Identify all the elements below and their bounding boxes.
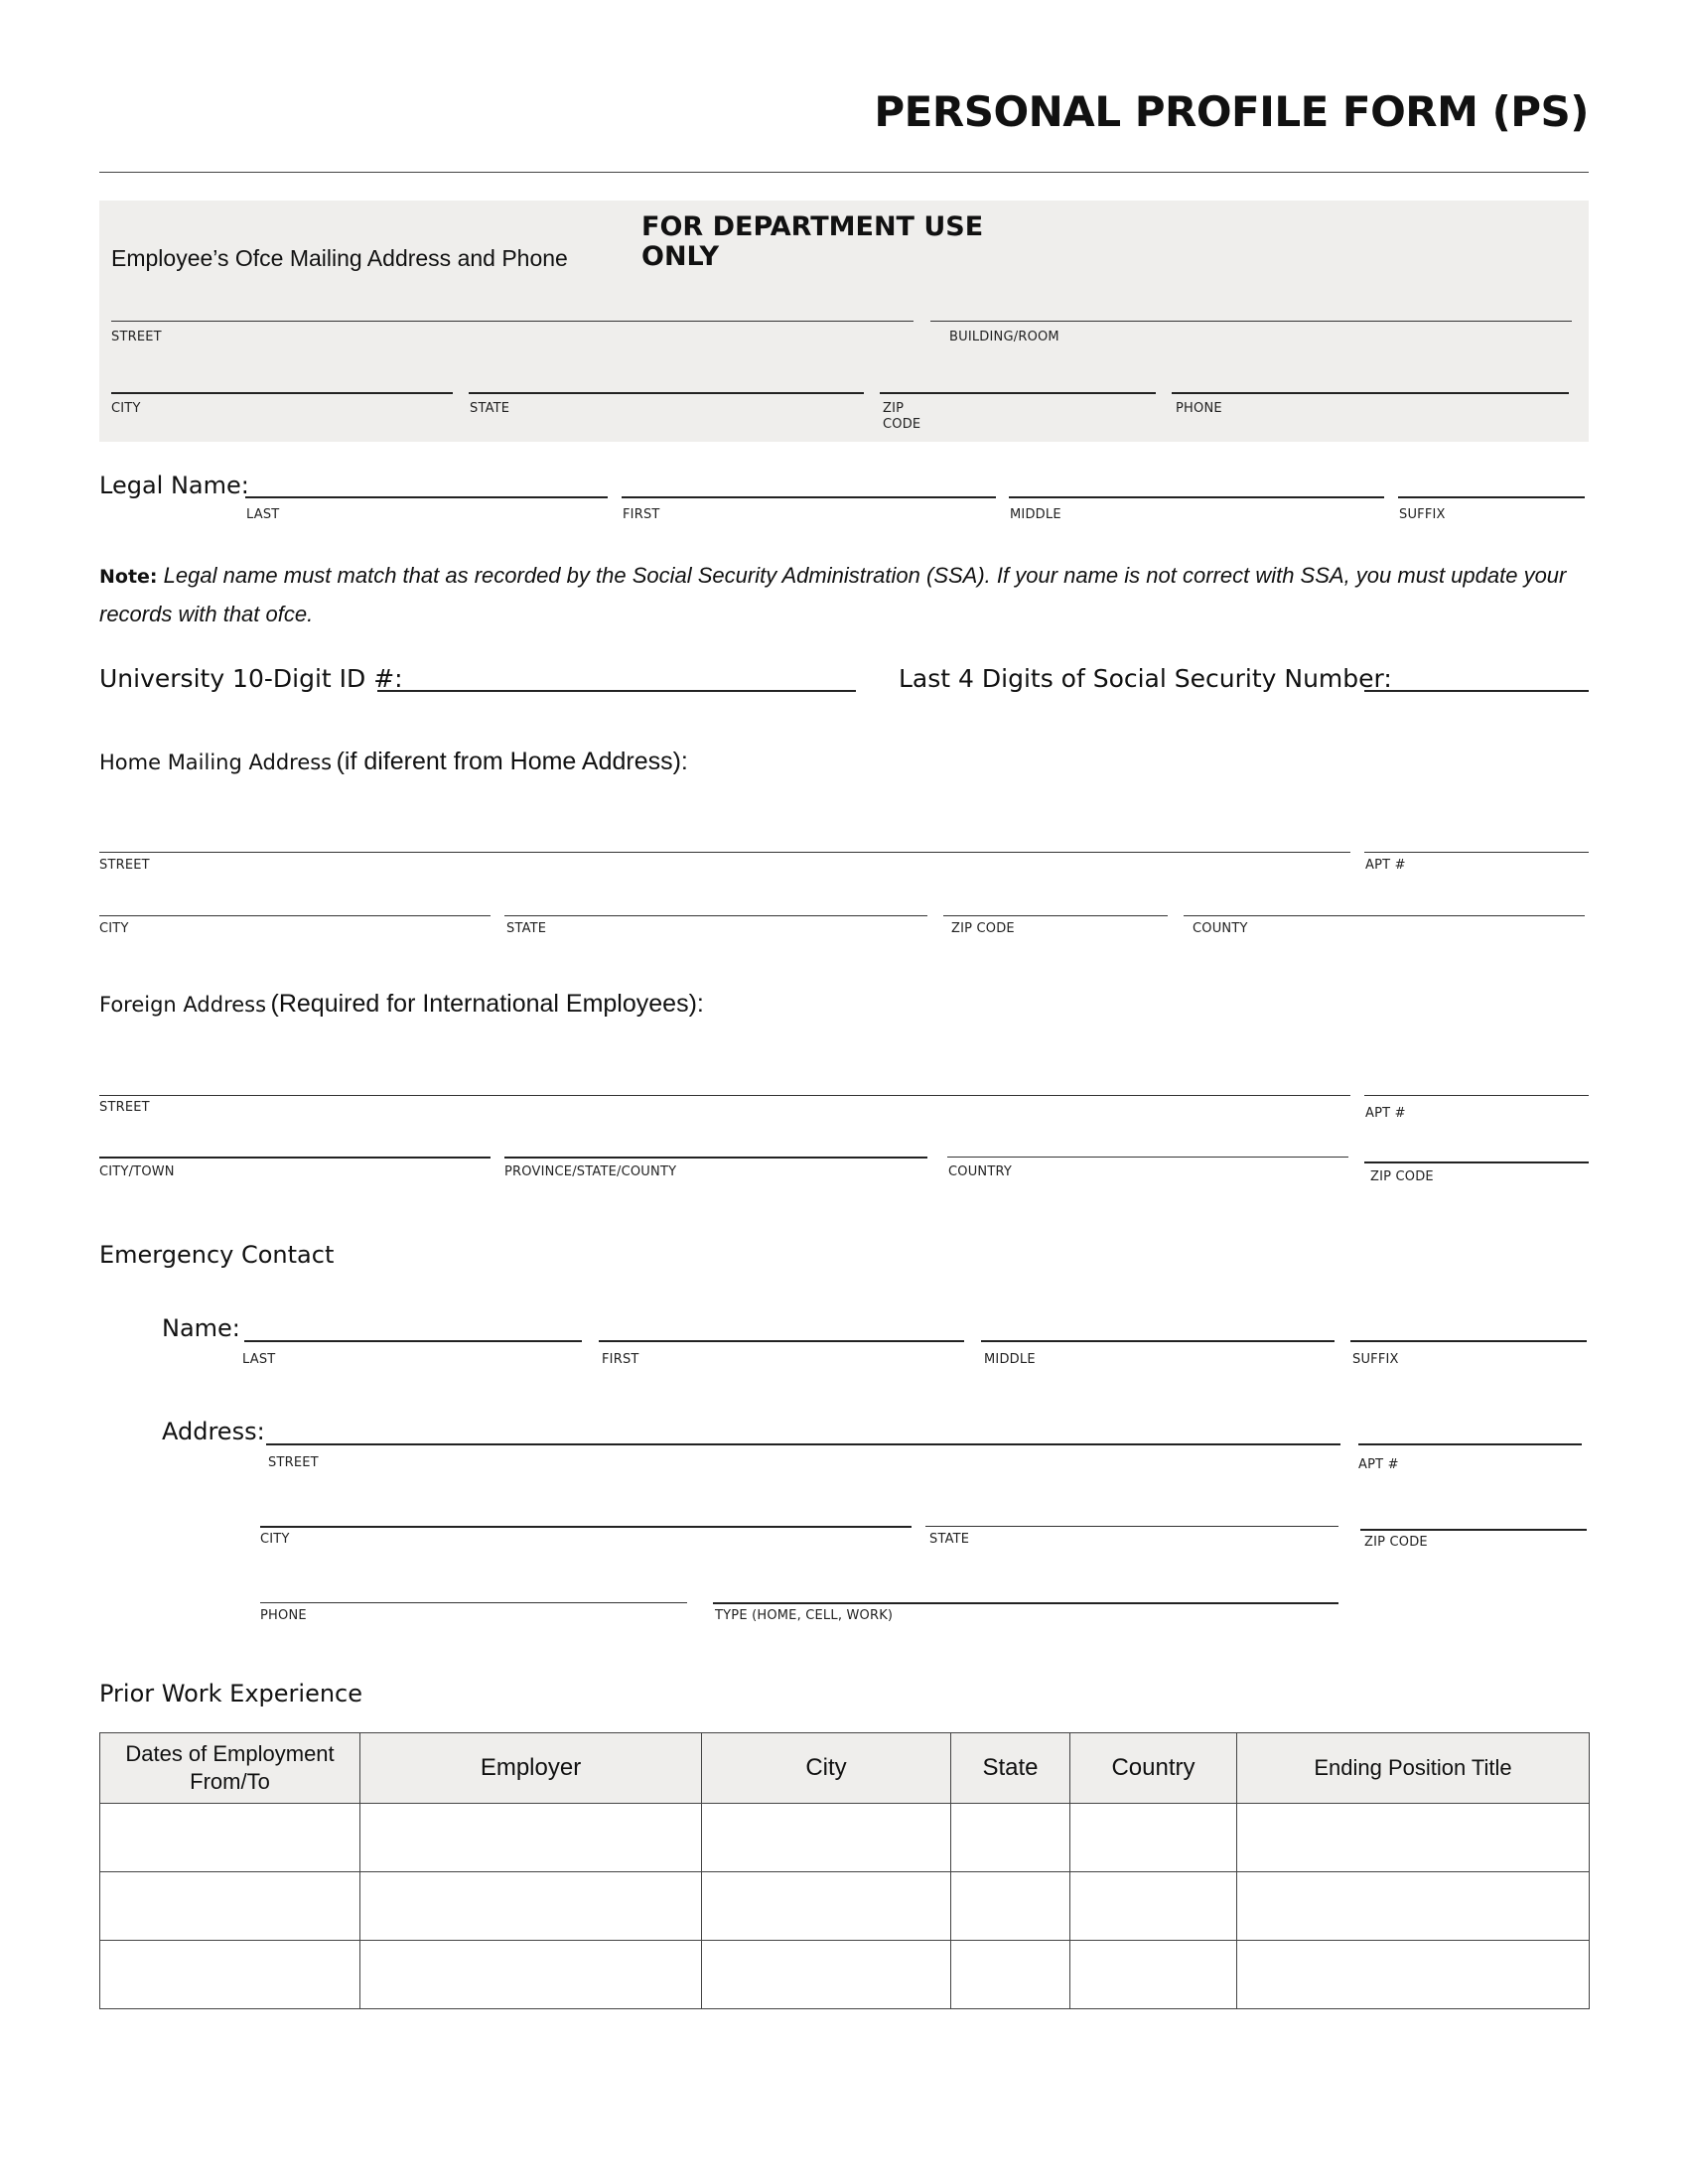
university-id-field[interactable] [377, 690, 856, 692]
home-apt-caption: APT # [1365, 858, 1406, 873]
foreign-province-caption: PROVINCE/STATE/COUNTY [504, 1164, 677, 1179]
emergency-phone-field[interactable] [260, 1602, 687, 1603]
city-cell[interactable] [702, 1872, 951, 1941]
foreign-country-field[interactable] [947, 1157, 1348, 1158]
legal-name-label: Legal Name: [99, 472, 249, 499]
emergency-zip-caption: ZIP CODE [1364, 1535, 1428, 1550]
legal-name-note [99, 557, 1589, 632]
emergency-street-caption: STREET [268, 1455, 319, 1470]
dates-cell[interactable] [100, 1941, 360, 2009]
legal-first-field[interactable] [622, 496, 996, 498]
table-row [100, 1941, 1590, 2009]
employer-cell[interactable] [360, 1941, 702, 2009]
home-address-heading [99, 748, 688, 776]
emergency-last-field[interactable] [244, 1340, 582, 1342]
office-building-caption: BUILDING/ROOM [949, 330, 1059, 344]
home-zip-caption: ZIP CODE [951, 921, 1015, 936]
divider [99, 172, 1589, 173]
emergency-city-caption: CITY [260, 1532, 290, 1547]
department-use-heading: FOR DEPARTMENT USE ONLY [641, 211, 984, 272]
office-building-field[interactable] [930, 321, 1572, 322]
country-cell[interactable] [1070, 1941, 1237, 2009]
note-text: Legal name must match that as recorded by the Social Security Administration (SSA). If your name is not correct with SSA, you must update your records with that ofce. [99, 563, 1567, 626]
office-zip-caption: ZIP CODE [883, 401, 921, 432]
office-street-caption: STREET [111, 330, 162, 344]
foreign-address-heading-main: Foreign Address [99, 993, 267, 1017]
home-state-field[interactable] [504, 915, 927, 916]
legal-first-caption: FIRST [623, 507, 660, 522]
home-state-caption: STATE [506, 921, 547, 936]
emergency-heading: Emergency Contact [99, 1241, 335, 1269]
emergency-first-field[interactable] [599, 1340, 964, 1342]
emergency-state-caption: STATE [929, 1532, 970, 1547]
work-experience-table [99, 1732, 1590, 2009]
foreign-apt-field[interactable] [1364, 1095, 1589, 1096]
office-state-field[interactable] [469, 392, 864, 394]
home-zip-field[interactable] [943, 915, 1168, 916]
column-header-city: City [702, 1733, 951, 1804]
position-title-cell[interactable] [1237, 1804, 1590, 1872]
page-title: PERSONAL PROFILE FORM (PS) [874, 87, 1589, 136]
home-address-heading-note: (if diferent from Home Address): [336, 748, 688, 775]
emergency-state-field[interactable] [925, 1526, 1338, 1527]
column-header-employer: Employer [360, 1733, 702, 1804]
column-header-position-title: Ending Position Title [1237, 1733, 1590, 1804]
foreign-address-heading [99, 990, 704, 1019]
ssn-label: Last 4 Digits of Social Security Number: [899, 664, 1392, 693]
legal-middle-field[interactable] [1009, 496, 1384, 498]
legal-middle-caption: MIDDLE [1010, 507, 1061, 522]
emergency-phone-caption: PHONE [260, 1608, 307, 1623]
emergency-middle-caption: MIDDLE [984, 1352, 1036, 1367]
position-title-cell[interactable] [1237, 1941, 1590, 2009]
office-zip-field[interactable] [880, 392, 1156, 394]
legal-last-field[interactable] [245, 496, 608, 498]
emergency-last-caption: LAST [242, 1352, 276, 1367]
home-county-field[interactable] [1184, 915, 1585, 916]
foreign-street-caption: STREET [99, 1100, 150, 1115]
dates-cell[interactable] [100, 1804, 360, 1872]
column-header-dates: Dates of Employment From/To [100, 1733, 360, 1804]
position-title-cell[interactable] [1237, 1872, 1590, 1941]
emergency-name-label: Name: [162, 1314, 240, 1342]
work-heading: Prior Work Experience [99, 1680, 363, 1707]
emergency-middle-field[interactable] [981, 1340, 1335, 1342]
dates-cell[interactable] [100, 1872, 360, 1941]
home-city-caption: CITY [99, 921, 129, 936]
emergency-zip-field[interactable] [1360, 1529, 1587, 1531]
emergency-suffix-field[interactable] [1350, 1340, 1587, 1342]
foreign-address-heading-note: (Required for International Employees): [270, 990, 704, 1018]
emergency-apt-field[interactable] [1358, 1443, 1582, 1445]
office-state-caption: STATE [470, 401, 510, 416]
legal-suffix-field[interactable] [1398, 496, 1585, 498]
employer-cell[interactable] [360, 1872, 702, 1941]
ssn-field[interactable] [1364, 690, 1589, 692]
state-cell[interactable] [951, 1872, 1070, 1941]
home-city-field[interactable] [99, 915, 491, 916]
emergency-suffix-caption: SUFFIX [1352, 1352, 1399, 1367]
table-row [100, 1804, 1590, 1872]
foreign-city-field[interactable] [99, 1157, 491, 1159]
office-city-field[interactable] [111, 392, 453, 394]
office-phone-field[interactable] [1172, 392, 1569, 394]
emergency-street-field[interactable] [266, 1443, 1340, 1445]
emergency-apt-caption: APT # [1358, 1457, 1399, 1472]
foreign-province-field[interactable] [504, 1157, 927, 1159]
foreign-city-caption: CITY/TOWN [99, 1164, 175, 1179]
office-street-field[interactable] [111, 321, 914, 322]
legal-last-caption: LAST [246, 507, 280, 522]
emergency-city-field[interactable] [260, 1526, 912, 1528]
university-id-label: University 10-Digit ID #: [99, 664, 403, 693]
city-cell[interactable] [702, 1941, 951, 2009]
table-header-row [100, 1733, 1590, 1804]
foreign-zip-field[interactable] [1364, 1161, 1589, 1163]
emergency-first-caption: FIRST [602, 1352, 639, 1367]
legal-suffix-caption: SUFFIX [1399, 507, 1446, 522]
column-header-country: Country [1070, 1733, 1237, 1804]
office-address-heading: Employee’s Ofce Mailing Address and Phone [111, 245, 568, 271]
state-cell[interactable] [951, 1804, 1070, 1872]
foreign-country-caption: COUNTRY [948, 1164, 1013, 1179]
emergency-phone-type-caption: TYPE (HOME, CELL, WORK) [715, 1608, 894, 1623]
emergency-phone-type-field[interactable] [713, 1602, 1338, 1604]
foreign-street-field[interactable] [99, 1095, 1350, 1096]
home-address-heading-main: Home Mailing Address [99, 751, 333, 774]
emergency-address-label: Address: [162, 1418, 265, 1445]
office-city-caption: CITY [111, 401, 141, 416]
country-cell[interactable] [1070, 1872, 1237, 1941]
foreign-apt-caption: APT # [1365, 1106, 1406, 1121]
office-phone-caption: PHONE [1176, 401, 1222, 416]
column-header-state: State [951, 1733, 1070, 1804]
home-street-field[interactable] [99, 852, 1350, 853]
home-apt-field[interactable] [1364, 852, 1589, 853]
city-cell[interactable] [702, 1804, 951, 1872]
foreign-zip-caption: ZIP CODE [1370, 1169, 1434, 1184]
employer-cell[interactable] [360, 1804, 702, 1872]
country-cell[interactable] [1070, 1804, 1237, 1872]
home-street-caption: STREET [99, 858, 150, 873]
table-row [100, 1872, 1590, 1941]
home-county-caption: COUNTY [1193, 921, 1248, 936]
state-cell[interactable] [951, 1941, 1070, 2009]
note-prefix: Note: [99, 566, 158, 588]
